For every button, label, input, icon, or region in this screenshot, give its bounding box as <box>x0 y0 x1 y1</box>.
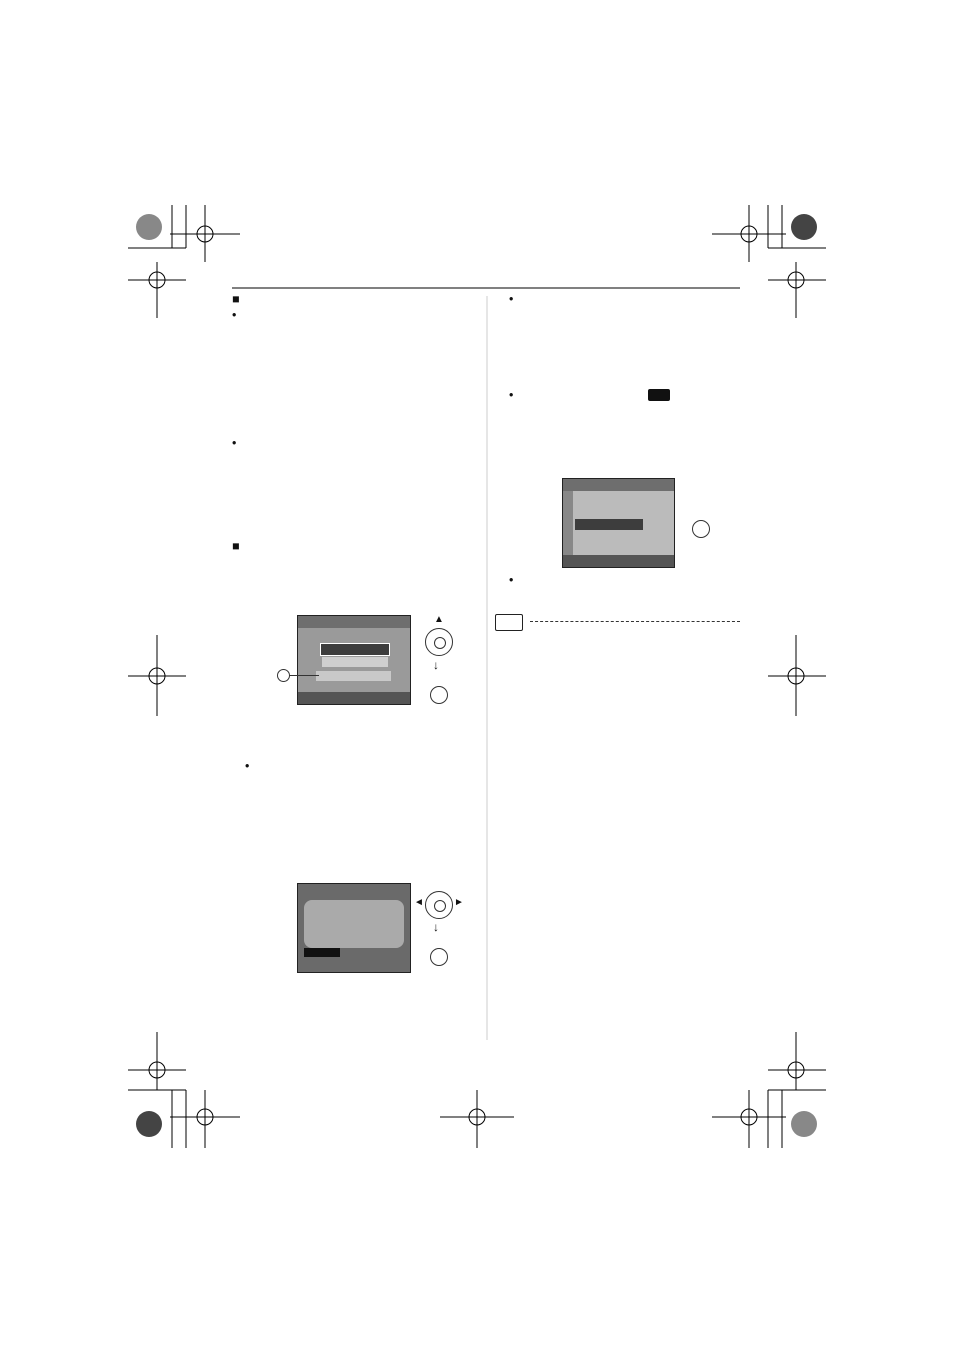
right-arrow-icon: ► <box>454 897 464 908</box>
cursor-dial-icon-2 <box>425 891 453 919</box>
map-screen <box>297 883 411 973</box>
travel-heading: ■ <box>232 539 240 553</box>
finish-heading: ■ <box>232 292 240 306</box>
world-time-screen <box>297 615 411 705</box>
left-arrow-icon: ◄ <box>414 897 424 908</box>
down-arrow-icon: ↓ <box>433 658 439 672</box>
cursor-dial-icon <box>425 628 453 656</box>
finish-bullet-1: • <box>232 308 237 322</box>
set-button-icon <box>430 686 448 704</box>
note-icon <box>495 614 523 631</box>
set-button-icon-3 <box>692 520 710 538</box>
note-divider <box>530 621 740 622</box>
setup-screen <box>562 478 675 568</box>
down-arrow-icon-2: ↓ <box>433 920 439 934</box>
set-button-icon-2 <box>430 948 448 966</box>
up-arrow-icon: ▲ <box>434 614 444 625</box>
dst-icon <box>648 389 670 401</box>
